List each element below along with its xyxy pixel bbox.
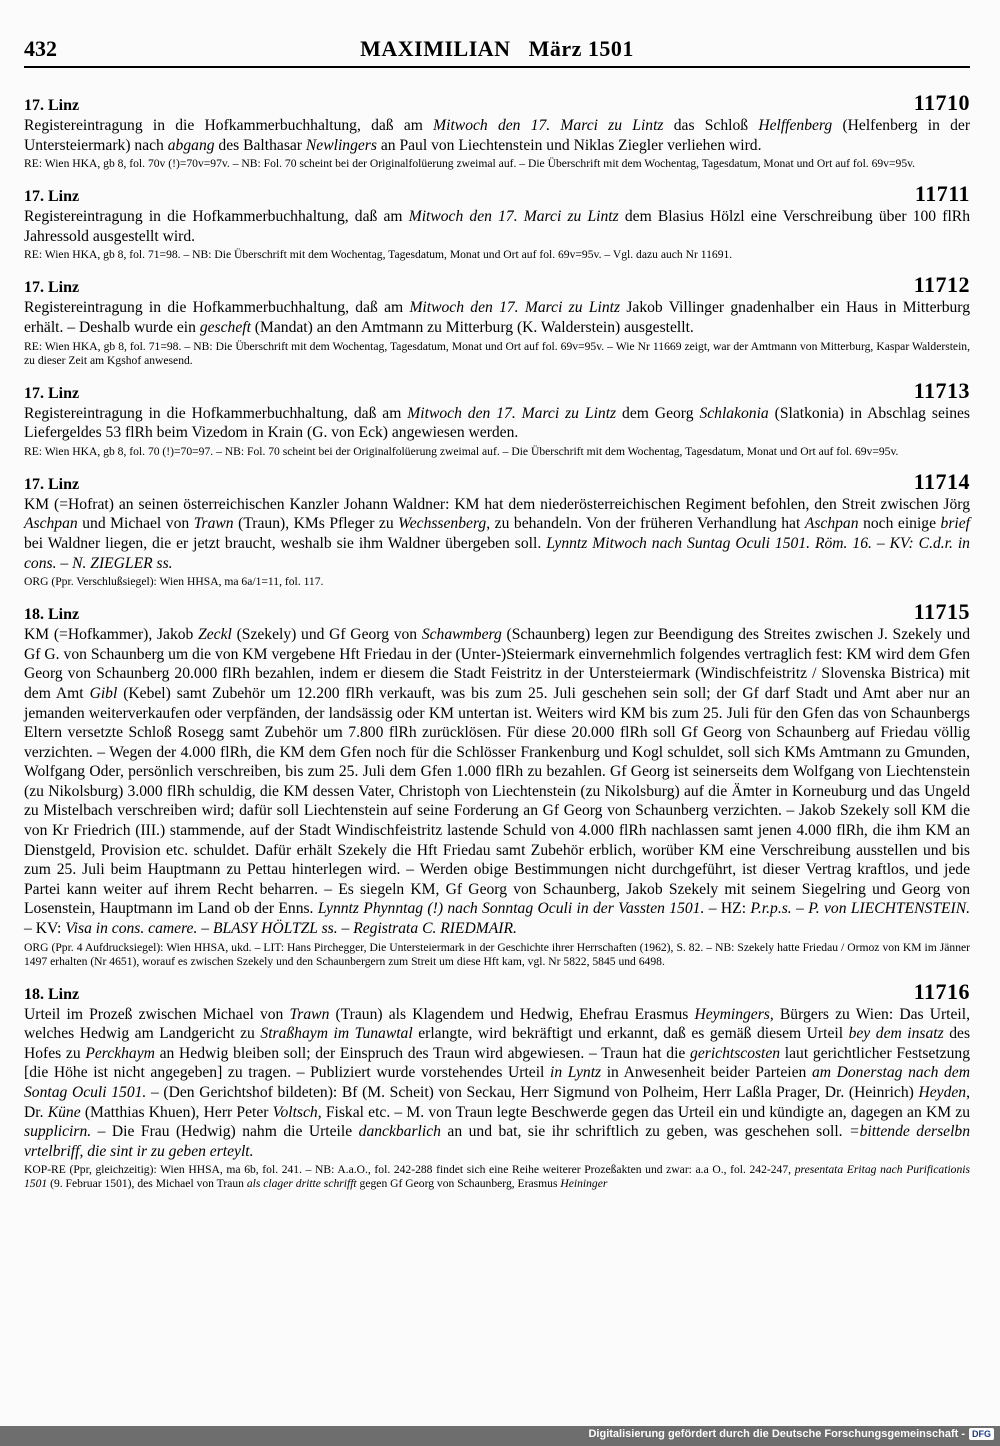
entry-note: RE: Wien HKA, gb 8, fol. 70 (!)=70=97. – NB: Fol. 70 scheint bei der Originalfolüerung zweimal auf. – Die Überschrift mit dem Wochentag, Tagesdatum, Monat und Ort auf fol. 69v=95v. [24, 444, 899, 458]
entry-body: Registereintragung in die Hofkammerbuchhaltung, daß am Mitwoch den 17. Marci zu Lintz das Schloß Helffenberg (Helfenberg in der Untersteiermark) nach abgang des Balthasar Newlingers an Paul von Liechtenstein und Niklas Ziegler verliehen wird. [24, 117, 971, 154]
regest-entry [24, 181, 970, 262]
entry-note: RE: Wien HKA, gb 8, fol. 70v (!)=70v=97v. – NB: Fol. 70 scheint bei der Originalfolüerung zweimal auf. – Die Überschrift mit dem Wochentag, Tagesdatum, Monat und Ort auf fol. 69v=95v. [24, 157, 916, 171]
footer-text: Digitalisierung gefördert durch die Deutsche Forschungsgemeinschaft - [588, 1428, 965, 1440]
footer-credit [588, 1424, 994, 1444]
entry-date-place: 17. Linz [24, 279, 80, 297]
entry-body: KM (=Hofkammer), Jakob Zeckl (Szekely) und Gf Georg von Schawmberg (Schaunberg) legen zur Beendigung des Streites zwischen J. Szekely und Gf G. von Schaunberg um die von KM vergebene Hft Friedau in der (Unter-)Steiermark einvernehmlich folgendes vertraglich fest: KM wird dem Gfen Georg von Schaunberg 20.000 flRh bezahlen, indem er diesem die Stadt Feistritz in der Untersteiermark (Windischfeistritz / Slovenska Bistrica) mit dem Amt Gibl (Kebel) samt Zubehör um 12.200 flRh verkauft, was bis zum 25. Juli geschehen sein soll; der Gf darf Stadt und Amt aber nur an jemanden weiterverkaufen oder verpfänden, der landsässig oder KM untertan ist. Weiters wird KM bis zum 25. Juli für den Gfen das von Schaunbergs Eltern versetzte Schloß Rosegg samt Zubehör um 7.800 flRh zurücklösen. Für diese 20.000 flRh soll Gf Georg von Schaunberg auf Friedau völlig verzichten. – Wegen der 4.000 flRh, die KM dem Gfen noch für die Schlösser Frankenburg und Kogl schuldet, soll sich KMs Amtmann zu Gmunden, Wolfgang Oder, persönlich verschreiben, bis zum 25. Juli dem Gfen 1.000 flRh zu bezahlen. Gf Georg ist seinerseits dem Wolfgang von Liechtenstein (zu Nikolsburg) 3.000 flRh schuldig, die KM dessen Vater, Christoph von Liechtenstein (zu Nikolsburg) auf die Ämter in Korneuburg und das Ungeld zu Mistelbach verschreiben wird; dafür soll Liechtenstein auf seine Forderung an Gf Georg von Schaunberg verzichten. – Jakob Szekely soll KM die von Kr Friedrich (III.) stammende, auf der Stadt Windischfeistritz lastende Schuld von 4.000 flRh nachlassen samt jenen 4.000 flRh, die ihm KM an Dienstgeld, Provision etc. schuldet. Dafür erhält Szekely die Hft Friedau samt Zubehör erblich, worüber KM eine Verschreibung ausstellen und bis zum 25. Juli beim Hauptmann zu Pettau hinterlegen wird. – Werden obige Bestimmungen nicht durchgeführt, ist dieser Vertrag kraftlos, und jede Partei kann weiter auf ihrem Recht beharren. – Es siegeln KM, Gf Georg von Schaunberg, Jakob Szekely mit seinem Siegelring und Georg von Losenstein, Hauptmann im Land ob der Enns. Lynntz Phynntag (!) nach Sonntag Oculi in der Vassten 1501. – HZ: P.r.p.s. – P. von LIECHTENSTEIN. – KV: Visa in cons. camere. – BLASY HÖLTZL ss. – Registrata C. RIEDMAIR. [24, 626, 971, 938]
regest-entry [24, 979, 970, 1192]
regest-entry [24, 378, 970, 459]
entry-body: KM (=Hofrat) an seinen österreichischen Kanzler Johann Waldner: KM hat dem niederösterreichischen Regiment befohlen, den Streit zwischen Jörg Aschpan und Michael von Trawn (Traun), KMs Pfleger zu Wechssenberg, zu behandeln. Von der früheren Verhandlung hat Aschpan noch einige brief bei Waldner liegen, die er jetzt braucht, weshalb sie ihm Waldner übergeben soll. Lynntz Mitwoch nach Suntag Oculi 1501. Röm. 16. – KV: C.d.r. in cons. – N. ZIEGLER ss. [24, 495, 970, 572]
entry-note: KOP-RE (Ppr, gleichzeitig): Wien HHSA, ma 6b, fol. 241. – NB: A.a.O., fol. 242-288 findet sich eine Reihe weiterer Prozeßakten und zwar: a.a O., fol. 242-247, presentata Eritag nach Purificationis 1501 (9. Februar 1501), des Michael von Traun als clager dritte schrifft gegen Gf Georg von Schaunberg, Erasmus Heininger [24, 1163, 970, 1191]
entry-note: ORG (Ppr. 4 Aufdrucksiegel): Wien HHSA, ukd. – LIT: Hans Pirchegger, Die Untersteiermark in der Geschichte ihrer Herrschaften (1962), S. 82. – NB: Szekely hatte Friedau / Ormoz von KM im Jänner 1497 erhalten (Nr 4651), worauf es zwischen Szekely und den Schaunbergern zum Streit um diese Hft kam, vgl. Nr 5822, 5845 und 6498. [24, 940, 970, 968]
dfg-logo-icon: DFG [969, 1428, 994, 1440]
entry-number: 11711 [914, 181, 970, 207]
entry-number: 11715 [913, 599, 970, 625]
regest-entry [24, 272, 970, 367]
regest-entry [24, 599, 970, 969]
entry-header [24, 90, 970, 116]
entry-header [24, 181, 970, 207]
entry-number: 11716 [913, 978, 970, 1004]
entry-date-place: 17. Linz [24, 97, 80, 114]
page-header [24, 36, 970, 66]
entry-note: RE: Wien HKA, gb 8, fol. 71=98. – NB: Die Überschrift mit dem Wochentag, Tagesdatum, Monat und Ort auf fol. 69v=95v. – Vgl. dazu auch Nr 11691. [24, 248, 733, 262]
entry-number: 11712 [913, 272, 970, 298]
entry-body: Registereintragung in die Hofkammerbuchhaltung, daß am Mitwoch den 17. Marci zu Lintz dem Georg Schlakonia (Slatkonia) in Abschlag seines Liefergeldes 53 flRh beim Vizedom in Krain (G. von Eck) angewiesen werden. [24, 404, 971, 442]
entries-list [24, 90, 970, 1201]
entry-note: RE: Wien HKA, gb 8, fol. 71=98. – NB: Die Überschrift mit dem Wochentag, Tagesdatum, Monat und Ort auf fol. 69v=95v. – Wie Nr 11669 zeigt, war der Amtmann von Mitterburg, Kaspar Walderstein, zu dieser Zeit am Kgshof anwesend. [24, 339, 970, 367]
entry-body: Registereintragung in die Hofkammerbuchhaltung, daß am Mitwoch den 17. Marci zu Lintz Jakob Villinger gnadenhalber ein Haus in Mitterburg erhält. – Deshalb wurde ein gescheft (Mandat) an den Amtmann zu Mitterburg (K. Walderstein) ausgestellt. [24, 299, 970, 336]
entry-number: 11714 [913, 468, 970, 494]
entry-number: 11713 [913, 377, 970, 403]
entry-note: ORG (Ppr. Verschlußsiegel): Wien HHSA, ma 6a/1=11, fol. 117. [24, 575, 324, 589]
entry-header [24, 272, 970, 298]
entry-date-place: 17. Linz [24, 384, 80, 402]
entry-date-place: 17. Linz [24, 188, 80, 206]
page-number: 432 [24, 36, 57, 61]
entry-header [24, 599, 970, 625]
entry-body: Urteil im Prozeß zwischen Michael von Trawn (Traun) als Klagendem und Hedwig, Ehefrau Erasmus Heymingers, Bürgers zu Wien: Das Urteil, welches Hedwig am Landgericht zu Straßhaym im Tunawtal erlangte, wird bekräftigt und erkannt, daß es gemäß diesem Urteil bey dem insatz des Hofes zu Perckhaym an Hedwig bleiben soll; der Einspruch des Traun wird abgewiesen. – Traun hat die gerichtscosten laut gerichtlicher Festsetzung [die Höhe ist nicht angegeben] zu tragen. – Publiziert wurde vorstehendes Urteil in Lyntz in Anwesenheit beider Parteien am Donerstag nach dem Sontag Oculi 1501. – (Den Gerichtshof bildeten): Bf (M. Scheit) von Seckau, Herr Sigmund von Polheim, Herr Laßla Prager, Dr. (Heinrich) Heyden, Dr. Küne (Matthias Khuen), Herr Peter Voltsch, Fiskal etc. – M. von Traun legte Beschwerde gegen das Urteil ein und kündigte an, dagegen an KM zu supplicirn. – Die Frau (Hedwig) nahm die Urteile danckbarlich an und bat, sie ihr schriftlich zu geben, was geschehen soll. =bittende derselbn vrtelbriff, die sint ir zu geben erteylt. [24, 1005, 971, 1160]
regest-entry [24, 469, 970, 589]
entry-number: 11710 [913, 90, 970, 115]
entry-date-place: 18. Linz [24, 985, 80, 1003]
entry-body: Registereintragung in die Hofkammerbuchhaltung, daß am Mitwoch den 17. Marci zu Lintz dem Blasius Hölzl eine Verschreibung über 100 flRh Jahressold ausgestellt wird. [24, 208, 970, 245]
entry-header [24, 378, 970, 404]
running-title: MAXIMILIAN März 1501 [360, 36, 634, 61]
entry-header [24, 469, 970, 495]
regest-entry [24, 90, 970, 171]
header-rule [24, 66, 970, 68]
entry-header [24, 979, 970, 1005]
entry-date-place: 18. Linz [24, 606, 80, 624]
entry-date-place: 17. Linz [24, 475, 80, 493]
